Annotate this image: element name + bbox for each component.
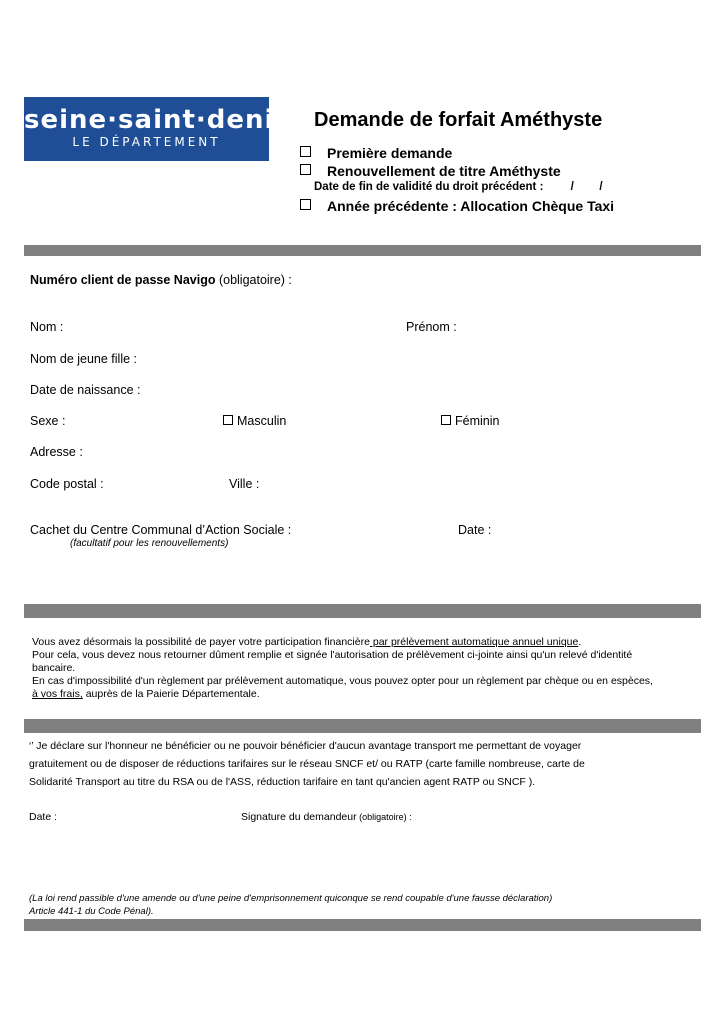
legal-line: Article 441-1 du Code Pénal). [29, 906, 154, 917]
checkbox-icon[interactable] [223, 415, 233, 425]
cachet-date-field[interactable]: Date : [458, 523, 492, 537]
divider-bar [24, 919, 701, 931]
option-label: Année précédente : Allocation Chèque Taxi [327, 198, 615, 214]
ville-field[interactable]: Ville : [229, 477, 260, 491]
nom-field[interactable]: Nom : [30, 320, 64, 334]
navigo-label-bold: Numéro client de passe Navigo [30, 273, 216, 287]
naissance-field[interactable]: Date de naissance : [30, 383, 141, 397]
declaration-line: ‘’ Je déclare sur l'honneur ne bénéficier ou ne pouvoir bénéficier d'aucun avantage transport me permettant de voyager [29, 740, 582, 752]
divider-bar [24, 604, 701, 618]
option-premiere-demande[interactable] [300, 145, 452, 161]
adresse-field[interactable]: Adresse : [30, 445, 83, 459]
info-text: . [578, 636, 582, 648]
signature-field[interactable] [241, 811, 412, 823]
form-title: Demande de forfait Améthyste [314, 109, 603, 131]
info-underlined: à vos frais, [32, 688, 83, 700]
legal-notice [29, 892, 552, 918]
declaration-text [29, 737, 709, 791]
validity-label: Date de fin de validité du droit précédent : [314, 181, 544, 193]
info-text: bancaire. [32, 662, 76, 674]
logo-main-text: seine·saint·denis [24, 105, 291, 135]
navigo-field[interactable] [30, 273, 292, 287]
feminin-option[interactable] [441, 414, 499, 428]
logo-sub-text: LE DÉPARTEMENT [72, 135, 221, 149]
sexe-label: Sexe : [30, 414, 66, 428]
jeune-fille-field[interactable]: Nom de jeune fille : [30, 352, 138, 366]
validity-date-line [314, 181, 603, 193]
option-label: Première demande [327, 145, 453, 161]
prenom-field[interactable]: Prénom : [406, 320, 457, 334]
checkbox-icon[interactable] [300, 164, 311, 175]
info-underlined: par prélèvement automatique annuel unique [369, 636, 579, 648]
info-text: En cas d'impossibilité d'un règlement par prélèvement automatique, vous pouvez opter pour un règlement par chèque ou en espèces, [32, 675, 653, 687]
checkbox-icon[interactable] [300, 146, 311, 157]
code-postal-field[interactable]: Code postal : [30, 477, 104, 491]
navigo-label-rest: (obligatoire) : [215, 273, 292, 287]
cachet-label: Cachet du Centre Communal d’Action Sociale : [30, 523, 292, 537]
feminin-label: Féminin [455, 414, 500, 428]
cachet-note: (facultatif pour les renouvellements) [70, 538, 229, 549]
info-text: auprès de la Paierie Départementale. [82, 688, 260, 700]
divider-bar [24, 719, 701, 733]
payment-info [32, 636, 692, 701]
signature-note: (obligatoire) : [356, 812, 412, 822]
info-text: Vous avez désormais la possibilité de payer votre participation financière [32, 636, 370, 648]
department-logo [24, 97, 291, 161]
legal-line: (La loi rend passible d'une amende ou d'une peine d'emprisonnement quiconque se rend coupable d'une fausse déclaration) [29, 893, 553, 904]
option-annee-precedente[interactable] [300, 198, 614, 214]
option-label: Renouvellement de titre Améthyste [327, 163, 561, 179]
divider-bar [24, 245, 701, 256]
declaration-line: Solidarité Transport au titre du RSA ou de l'ASS, réduction tarifaire en tant qu'ancien agent RATP ou SNCF ). [29, 776, 536, 788]
checkbox-icon[interactable] [441, 415, 451, 425]
info-text: Pour cela, vous devez nous retourner dûment remplie et signée l'autorisation de prélèvement ci-jointe ainsi qu'un relevé d'identité [32, 649, 633, 661]
declaration-line: gratuitement ou de disposer de réductions tarifaires sur le réseau SNCF et/ ou RATP (carte famille nombreuse, carte de [29, 758, 585, 770]
signature-label: Signature du demandeur [241, 811, 357, 823]
declaration-date-field[interactable]: Date : [29, 811, 58, 823]
checkbox-icon[interactable] [300, 199, 311, 210]
masculin-label: Masculin [237, 414, 287, 428]
option-renouvellement[interactable] [300, 163, 561, 179]
validity-date-field[interactable]: / / [570, 181, 603, 193]
masculin-option[interactable] [223, 414, 286, 428]
